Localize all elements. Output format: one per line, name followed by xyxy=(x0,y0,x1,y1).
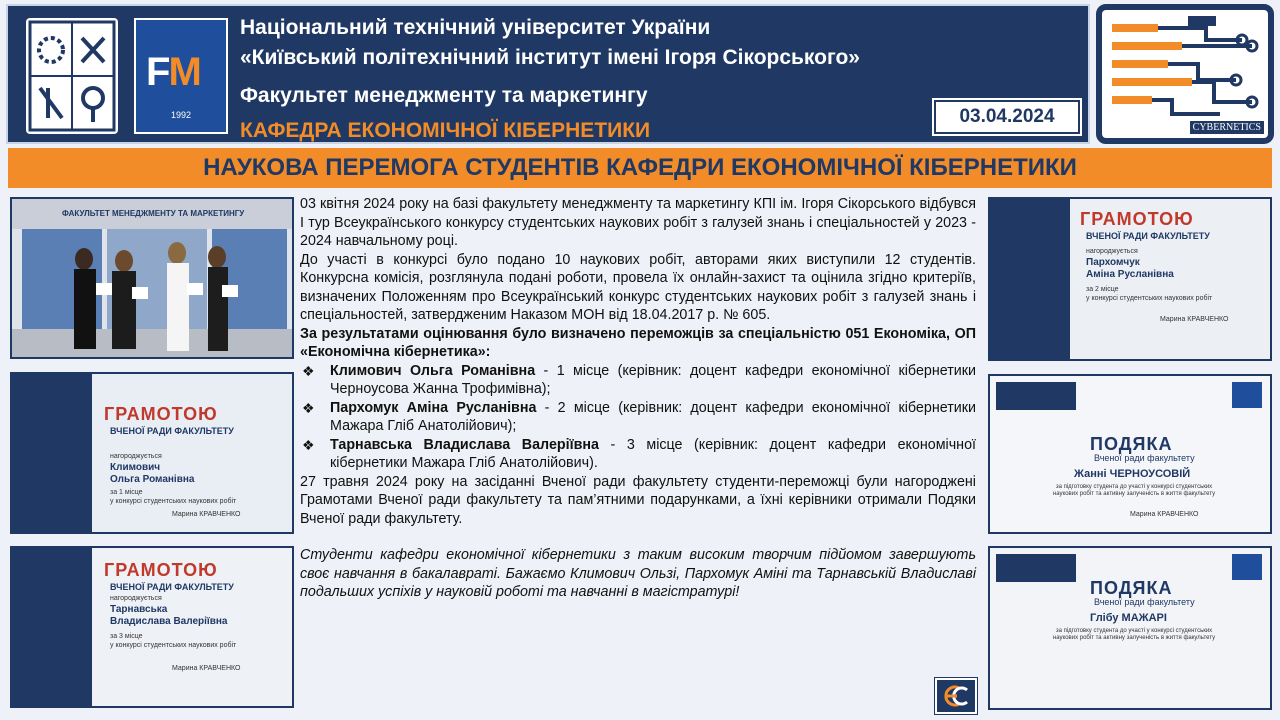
thanks-recipient-name: Глібу МАЖАРІ xyxy=(1090,612,1167,624)
article-conclusion: Студенти кафедри економічної кібернетики з таким високим творчим підйомом завершують своє навчання в бакалавраті. Бажаємо Климович Ользі, Пархомук Аміні та Тарнавській Владиславі подальших успіхів у науковій роботі та навчанні в магістратурі! xyxy=(300,547,976,600)
winner-detail: - 3 місце (керівник: доцент кафедри економічної кібернетики Мажара Гліб Анатолійович). xyxy=(330,436,977,471)
list-item xyxy=(300,399,976,436)
fmm-logo-year: 1992 xyxy=(170,110,192,120)
diamond-bullet-icon: ❖ xyxy=(302,362,315,379)
headline-banner: НАУКОВА ПЕРЕМОГА СТУДЕНТІВ КАФЕДРИ ЕКОНОМІЧНОЇ КІБЕРНЕТИКИ xyxy=(8,148,1272,188)
winner-name: Пархомук Аміна Русланівна xyxy=(330,399,537,416)
diamond-bullet-icon: ❖ xyxy=(302,399,315,416)
kpi-emblem-logo xyxy=(26,18,118,134)
thanks-mazhara: ПОДЯКА Вченої ради факультету Глібу МАЖАРІ за підготовку студента до участі у конкурсі студентських наукових робіт та активну залученість в життя факультету xyxy=(988,546,1272,710)
cybernetics-logo xyxy=(1096,4,1274,144)
certificate-recipient-name: Пархомчук Аміна Русланівна xyxy=(1086,257,1174,280)
certificate-recipient-name: Климович Ольга Романівна xyxy=(110,462,195,485)
date-badge: 03.04.2024 xyxy=(934,100,1080,134)
faculty-name: Факультет менеджменту та маркетингу xyxy=(240,84,648,107)
winner-detail: - 1 місце (керівник: доцент кафедри економічної кібернетики Черноусова Жанна Трофимівна); xyxy=(330,362,976,397)
header-bar xyxy=(6,4,1090,144)
winner-name: Тарнавська Владислава Валеріївна xyxy=(330,436,600,453)
list-item xyxy=(300,436,976,473)
faculty-sign-text: ФАКУЛЬТЕТ МЕНЕДЖМЕНТУ ТА МАРКЕТИНГУ xyxy=(62,209,245,218)
diamond-bullet-icon: ❖ xyxy=(302,436,315,453)
certificate-recipient-name: Тарнавська Владислава Валеріївна xyxy=(110,604,228,627)
winner-detail: - 2 місце (керівник: доцент кафедри економічної кібернетики Мажара Гліб Анатолійович); xyxy=(330,399,976,434)
certificate-klymovych: ГРАМОТОЮ ВЧЕНОЇ РАДИ ФАКУЛЬТЕТУ нагороджується Климович Ольга Романівна за 1 місце у конкурсі студентських наукових робіт Марина КРАВЧЕНКО xyxy=(10,372,294,534)
winners-list xyxy=(300,362,976,473)
circuit-icon xyxy=(1102,10,1268,138)
cybernetics-caption: CYBERNETICS xyxy=(1190,121,1264,134)
winner-name: Климович Ольга Романівна xyxy=(330,362,536,379)
ec-monogram-icon xyxy=(937,680,975,712)
department-name: КАФЕДРА ЕКОНОМІЧНОЇ КІБЕРНЕТИКИ xyxy=(240,119,651,142)
article-paragraph-4: 27 травня 2024 року на засіданні Вченої ради факультету студенти-переможці були нагороджені Грамотами Вченої ради факультету та пам’ятними подарунками, а їхні керівники отримали Подяки Вченої ради факультету. xyxy=(300,473,976,527)
list-item xyxy=(300,362,976,399)
fmm-faculty-logo: FM 1992 xyxy=(134,18,228,134)
thanks-recipient-name: Жанні ЧЕРНОУСОВІЙ xyxy=(1074,468,1191,480)
university-name-line1: Національний технічний університет України xyxy=(240,16,711,39)
group-photo xyxy=(10,197,294,359)
certificate-parkhomchuk: ГРАМОТОЮ ВЧЕНОЇ РАДИ ФАКУЛЬТЕТУ нагороджується Пархомчук Аміна Русланівна за 2 місце у конкурсі студентських наукових робіт Марина КРАВЧЕНКО xyxy=(988,197,1272,361)
article-paragraph-1: 03 квітня 2024 року на базі факультету менеджменту та маркетингу КПІ ім. Ігоря Сікорського відбувся I тур Всеукраїнського конкурсу студентських наукових робіт з галузей знань і спеціальностей у 2023 - 2024 навчальному році. xyxy=(300,196,976,249)
thanks-chernousova: ПОДЯКА Вченої ради факультету Жанні ЧЕРНОУСОВІЙ за підготовку студента до участі у конкурсі студентських наукових робіт та активну залученість в життя факультету Марина КРАВЧЕНКО xyxy=(988,374,1272,534)
article-paragraph-2: До участі в конкурсі було подано 10 наукових робіт, авторами яких виступили 12 студентів. Конкурсна комісія, розглянула подані роботи, провела їх онлайн-захист та оцінила згідно критеріїв, визначених Положенням про Всеукраїнський конкурс студентських наукових робіт з галузей знань і спеціальностей, затвердженим Наказом МОН від 18.04.2017 р. № 605. xyxy=(300,251,976,323)
university-name-line2: «Київський політехнічний інститут імені Ігоря Сікорського» xyxy=(240,46,860,69)
ec-department-logo xyxy=(935,678,977,714)
article-body xyxy=(300,195,976,602)
article-results-intro: За результатами оцінювання було визначено переможців за спеціальністю 051 Економіка, ОП «Економічна кібернетика»: xyxy=(300,325,976,360)
certificate-tarnavska: ГРАМОТОЮ ВЧЕНОЇ РАДИ ФАКУЛЬТЕТУ нагороджується Тарнавська Владислава Валеріївна за 3 місце у конкурсі студентських наукових робіт Марина КРАВЧЕНКО xyxy=(10,546,294,708)
